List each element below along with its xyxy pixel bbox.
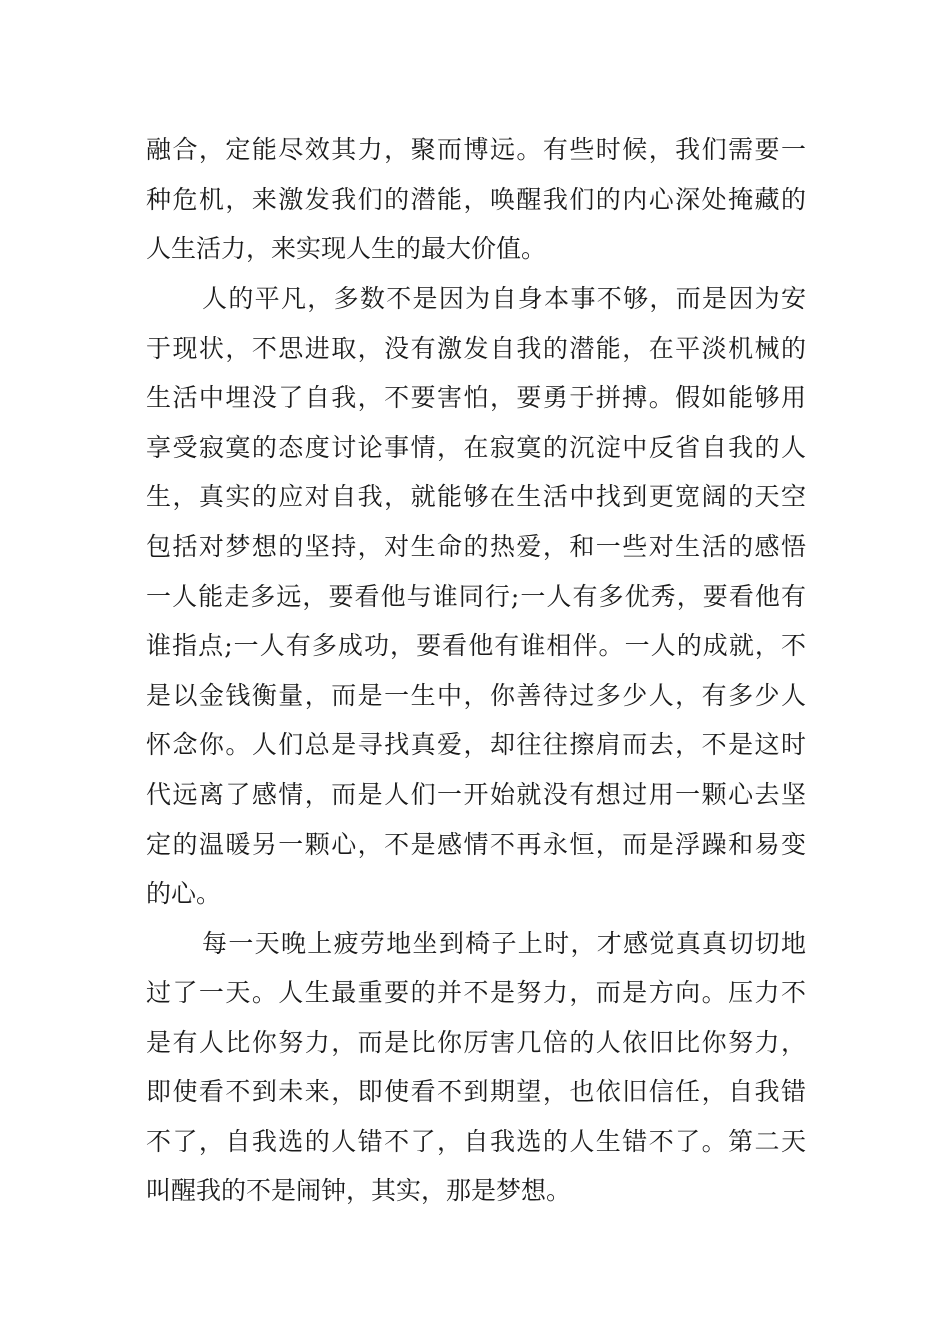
paragraph-2-line-3: 生活中埋没了自我，不要害怕，要勇于拼搏。假如能够用: [146, 383, 806, 412]
paragraph-3-line-2: 过了一天。人生最重要的并不是努力，而是方向。压力不: [146, 978, 806, 1007]
paragraph-3-line-4: 即使看不到未来，即使看不到期望，也依旧信任，自我错: [146, 1077, 806, 1106]
paragraph-2-line-5: 生，真实的应对自我，就能够在生活中找到更宽阔的天空: [146, 482, 806, 511]
paragraph-2-line-4: 享受寂寞的态度讨论事情，在寂寞的沉淀中反省自我的人: [146, 433, 806, 462]
paragraph-1-line-2: 种危机，来激发我们的潜能，唤醒我们的内心深处掩藏的: [146, 185, 806, 214]
paragraph-2-line-7: 一人能走多远，要看他与谁同行;一人有多优秀，要看他有: [146, 582, 806, 611]
paragraph-2-line-9: 是以金钱衡量，而是一生中，你善待过多少人，有多少人: [146, 681, 806, 710]
paragraph-3-line-5: 不了，自我选的人错不了，自我选的人生错不了。第二天: [146, 1127, 806, 1156]
paragraph-1-line-1: 融合，定能尽效其力，聚而博远。有些时候，我们需要一: [146, 135, 806, 164]
paragraph-2-line-12: 定的温暖另一颗心，不是感情不再永恒，而是浮躁和易变: [146, 830, 806, 859]
paragraph-2-line-1: 人的平凡，多数不是因为自身本事不够，而是因为安: [202, 284, 806, 313]
paragraph-2-line-6: 包括对梦想的坚持，对生命的热爱，和一些对生活的感悟: [146, 532, 806, 561]
paragraph-3-line-6: 叫醒我的不是闹钟，其实，那是梦想。: [146, 1176, 572, 1205]
paragraph-2-line-8: 谁指点;一人有多成功，要看他有谁相伴。一人的成就，不: [146, 631, 806, 660]
paragraph-3-line-1: 每一天晚上疲劳地坐到椅子上时，才感觉真真切切地: [202, 929, 806, 958]
paragraph-1-line-3: 人生活力，来实现人生的最大价值。: [146, 234, 547, 263]
paragraph-2-line-2: 于现状，不思进取，没有激发自我的潜能，在平淡机械的: [146, 334, 806, 363]
paragraph-3-line-3: 是有人比你努力，而是比你厉害几倍的人依旧比你努力，: [146, 1028, 806, 1057]
paragraph-2-line-10: 怀念你。人们总是寻找真爱，却往往擦肩而去，不是这时: [146, 730, 806, 759]
paragraph-2-line-11: 代远离了感情，而是人们一开始就没有想过用一颗心去坚: [146, 780, 806, 809]
paragraph-2-line-13: 的心。: [146, 879, 222, 908]
